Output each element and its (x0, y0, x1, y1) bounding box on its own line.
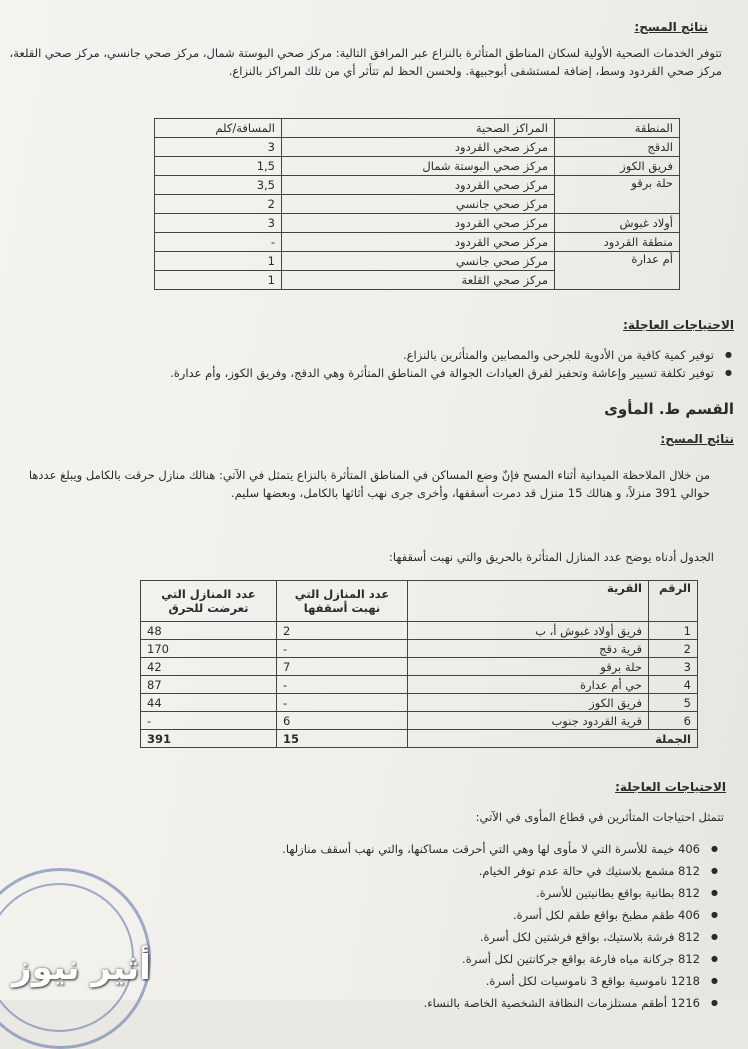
health-centers-table (154, 118, 680, 290)
total-label: الجملة (408, 730, 698, 748)
list-item (150, 884, 718, 902)
distance-cell: 3 (155, 214, 282, 233)
shelter-paragraph: من خلال الملاحظة الميدانية أثناء المسح فإنّ وضع المساكن في المناطق المتأثرة بالنزاع يتمثل في الآتي: هنالك منازل حرقت بالكامل ويبلغ عددها حوالي 391 منزلاً، و هنالك 15 منزل قد دمرت أسقفها، وأخرى جرى نهب أثاثها بالكامل، وبعضها سليم. (28, 468, 710, 500)
burned-cell: 44 (141, 694, 277, 712)
village-cell: فريق أولاد غبوش أ، ب (408, 622, 649, 640)
table-header-looted: عدد المنازل التي نهبت أسقفها (277, 581, 408, 622)
list-item (150, 906, 718, 924)
center-cell: مركز صحي القردود (282, 214, 555, 233)
area-cell: حلة برقو (555, 176, 680, 214)
village-cell: فريق الكوز (408, 694, 649, 712)
area-cell: الدقج (555, 138, 680, 157)
area-cell: منطقة القردود (555, 233, 680, 252)
burned-cell: 42 (141, 658, 277, 676)
item-text: خيمة للأسرة التي لا مأوى لها وهي التي أحرقت مساكنها، والتي نهب أسقف منازلها. (282, 842, 675, 856)
num-cell: 3 (649, 658, 698, 676)
looted-cell: 6 (277, 712, 408, 730)
num-cell: 2 (649, 640, 698, 658)
total-looted: 15 (277, 730, 408, 748)
total-burned: 391 (141, 730, 277, 748)
num-cell: 5 (649, 694, 698, 712)
item-text: مشمع بلاستيك في حالة عدم توفر الخيام. (478, 864, 675, 878)
watermark-logo: أثير نيوز (12, 948, 151, 988)
table-header-centers: المراكز الصحية (282, 119, 555, 138)
item-text: جركانة مياه فارغة بواقع جركانتين لكل أسرة. (462, 952, 675, 966)
item-qty: 406 (678, 908, 700, 922)
burned-cell: 48 (141, 622, 277, 640)
urgent-needs-heading-2: الاحتياجات العاجلة: (615, 780, 726, 794)
village-cell: حلة برقو (408, 658, 649, 676)
list-item (150, 928, 718, 946)
shelter-section-title: القسم ط. المأوى (604, 400, 734, 418)
item-qty: 812 (678, 952, 700, 966)
shelter-needs-intro: تتمثل احتياجات المتأثرين في قطاع المأوى في الآتي: (475, 810, 724, 824)
item-text: أطقم مستلزمات النظافة الشخصية الخاصة بالنساء. (423, 996, 668, 1010)
table-header-village: القرية (408, 581, 649, 622)
table-row (141, 622, 698, 640)
table-total-row (141, 730, 698, 748)
distance-cell: 1 (155, 252, 282, 271)
looted-cell: 7 (277, 658, 408, 676)
center-cell: مركز صحي القردود (282, 138, 555, 157)
table-row (141, 694, 698, 712)
center-cell: مركز صحي القردود (282, 233, 555, 252)
table-caption: الجدول أدناه يوضح عدد المنازل المتأثرة بالحريق والتي نهبت أسقفها: (389, 550, 714, 564)
item-qty: 406 (678, 842, 700, 856)
item-text: طقم مطبخ بواقع طقم لكل أسرة. (513, 908, 675, 922)
village-cell: قرية القردود جنوب (408, 712, 649, 730)
table-row (141, 658, 698, 676)
area-cell: فريق الكوز (555, 157, 680, 176)
table-header-area: المنطقة (555, 119, 680, 138)
item-qty: 812 (678, 930, 700, 944)
table-header-distance: المسافة/كلم (155, 119, 282, 138)
list-item: ● توفير تكلفة تسيير وإعاشة وتحفيز لفرق العيادات الجوالة في المناطق المتأثرة وهي الدقج، وفريق الكوز، وأم عدارة. (20, 364, 732, 382)
list-item (150, 972, 718, 990)
looted-cell: - (277, 640, 408, 658)
area-cell: أولاد غبوش (555, 214, 680, 233)
village-cell: قرية دقج (408, 640, 649, 658)
list-item (150, 950, 718, 968)
list-item (150, 994, 718, 1012)
shelter-needs-list (150, 840, 718, 1012)
center-cell: مركز صحي جانسي (282, 252, 555, 271)
survey-results-heading-1: نتائج المسح: (634, 20, 708, 34)
distance-cell: - (155, 233, 282, 252)
num-cell: 6 (649, 712, 698, 730)
num-cell: 4 (649, 676, 698, 694)
distance-cell: 2 (155, 195, 282, 214)
center-cell: مركز صحي القردود (282, 176, 555, 195)
table-header-num: الرقم (649, 581, 698, 622)
list-item (150, 840, 718, 858)
item-qty: 812 (678, 886, 700, 900)
center-cell: مركز صحي جانسي (282, 195, 555, 214)
looted-cell: - (277, 676, 408, 694)
item-text: ناموسية بواقع 3 ناموسيات لكل أسرة. (485, 974, 668, 988)
burned-cell: 170 (141, 640, 277, 658)
distance-cell: 3 (155, 138, 282, 157)
burned-cell: - (141, 712, 277, 730)
urgent-needs-list-1 (20, 346, 732, 382)
center-cell: مركز صحي القلعة (282, 271, 555, 290)
survey-results-heading-2: نتائج المسح: (660, 432, 734, 446)
item-qty: 1218 (670, 974, 700, 988)
item-qty: 1216 (670, 996, 700, 1010)
urgent-needs-heading-1: الاحتياجات العاجلة: (623, 318, 734, 332)
num-cell: 1 (649, 622, 698, 640)
table-header-burned: عدد المنازل التي تعرضت للحرق (141, 581, 277, 622)
item-text: فرشة بلاستيك، بواقع فرشتين لكل أسرة. (479, 930, 675, 944)
looted-cell: - (277, 694, 408, 712)
looted-cell: 2 (277, 622, 408, 640)
center-cell: مركز صحي البوستة شمال (282, 157, 555, 176)
health-services-paragraph: تتوفر الخدمات الصحية الأولية لسكان المناطق المتأثرة بالنزاع عبر المرافق التالية: مركز صحي البوستة شمال، مركز صحي جانسي، مركز صحي القلعة، مركز صحي القردود وسط، إضافة لمستشفى أبوجبيهة. ولحسن الحظ لم تتأثر أي من تلك المراكز بالنزاع. (9, 46, 722, 78)
distance-cell: 1 (155, 271, 282, 290)
distance-cell: 1,5 (155, 157, 282, 176)
affected-houses-table (140, 580, 698, 748)
table-row (141, 712, 698, 730)
item-qty: 812 (678, 864, 700, 878)
list-item (150, 862, 718, 880)
village-cell: حي أم عدارة (408, 676, 649, 694)
item-text: بطانية بواقع بطانيتين للأسرة. (535, 886, 675, 900)
table-row (141, 640, 698, 658)
distance-cell: 3,5 (155, 176, 282, 195)
burned-cell: 87 (141, 676, 277, 694)
table-row (141, 676, 698, 694)
list-item: ● توفير كمية كافية من الأدوية للجرحى والمصابين والمتأثرين بالنزاع. (20, 346, 732, 364)
area-cell: أم عدارة (555, 252, 680, 290)
